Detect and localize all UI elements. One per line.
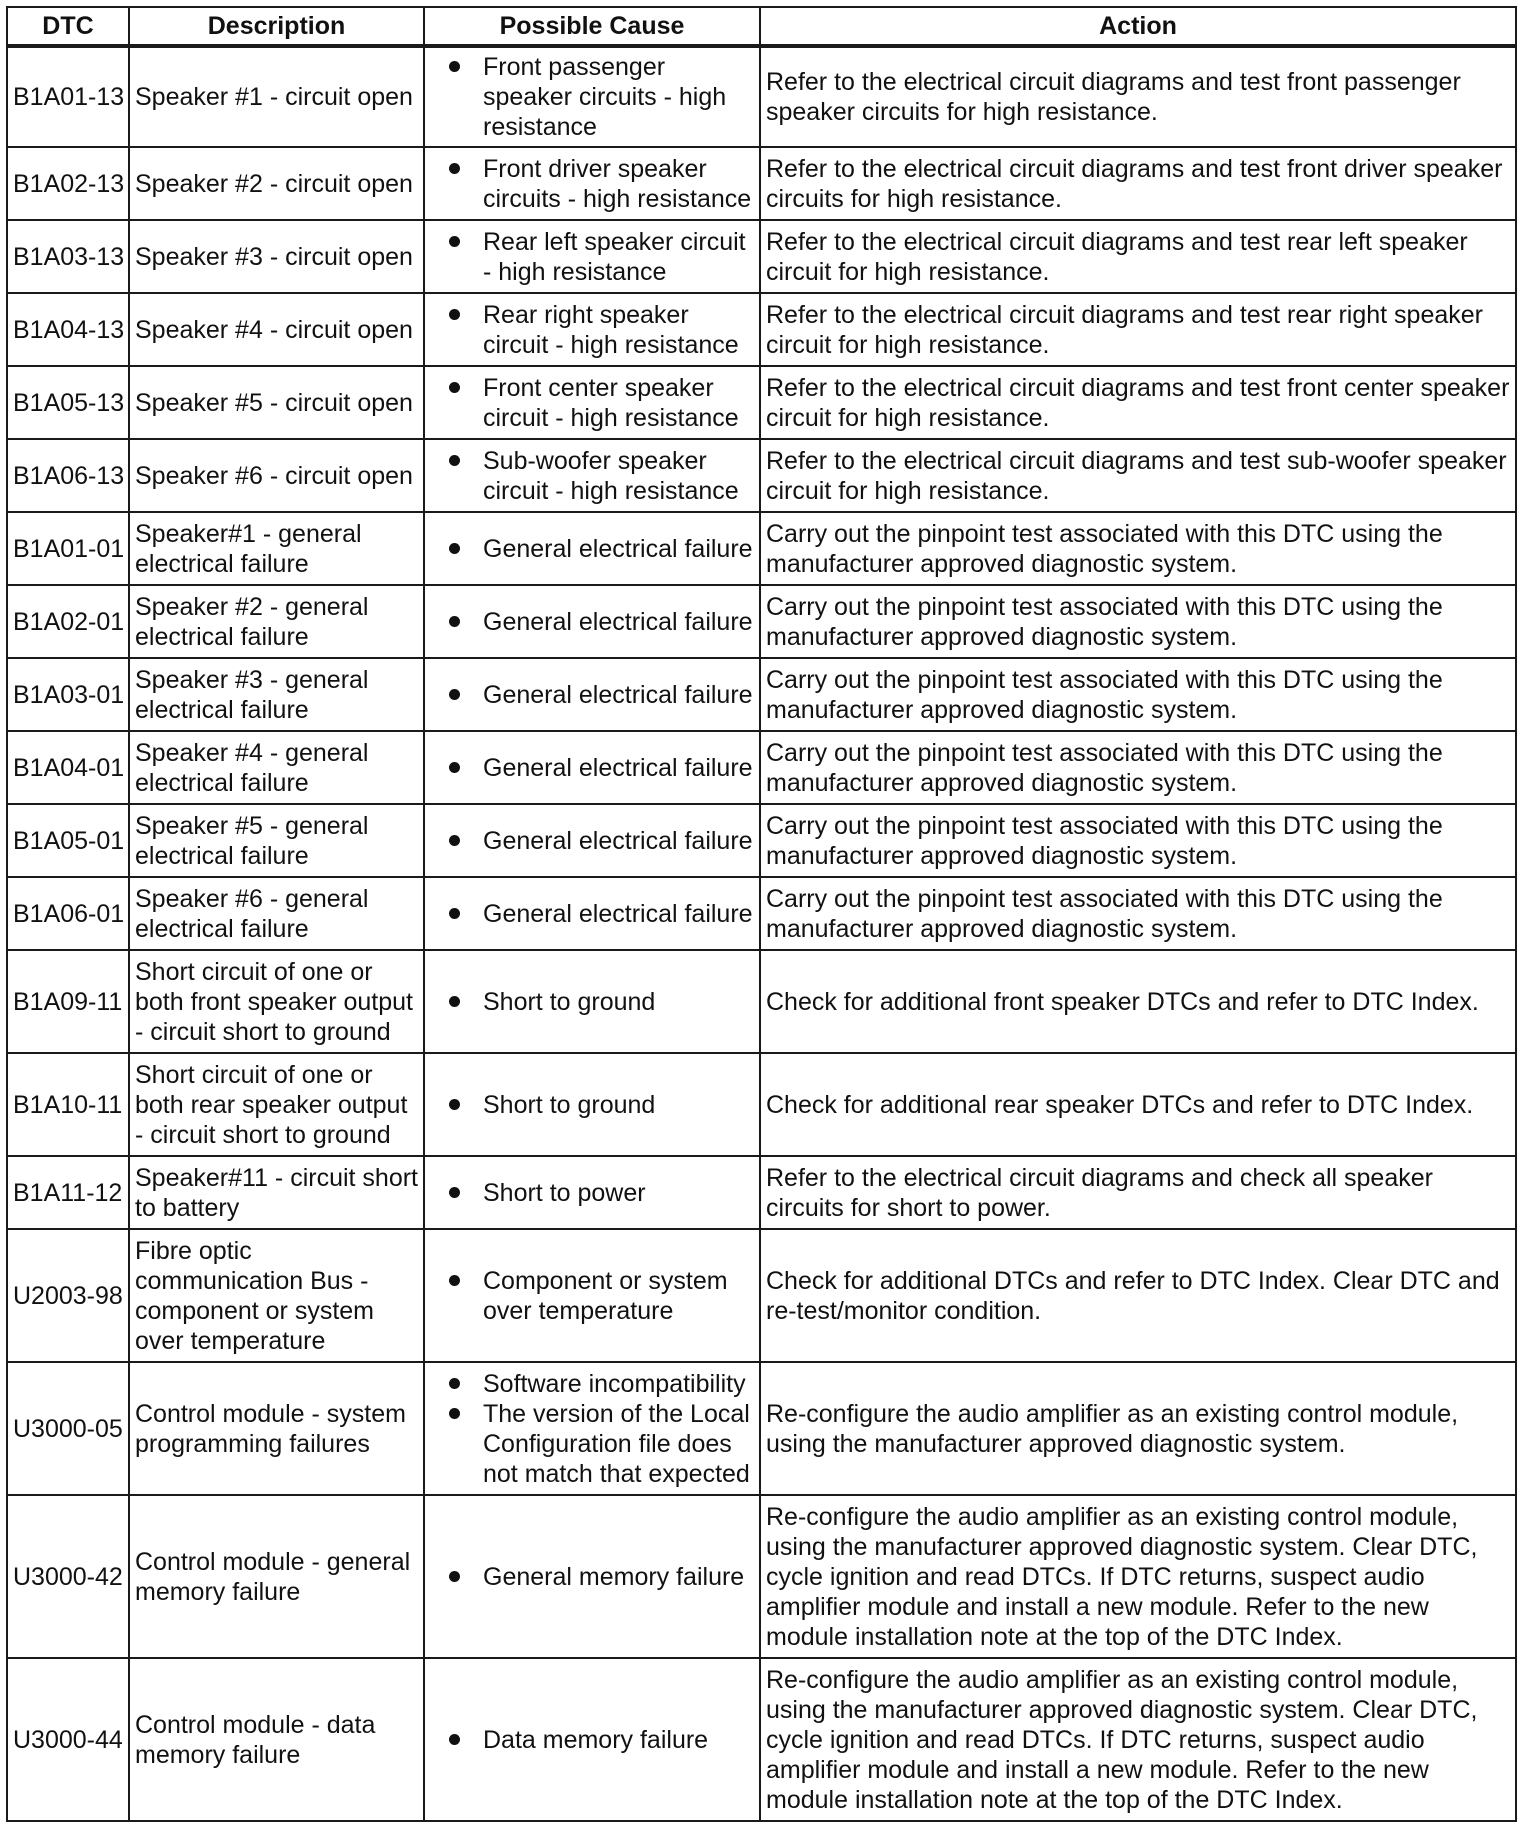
cause-item: Software incompatibility xyxy=(430,1369,754,1399)
cause-list xyxy=(430,753,754,783)
cause-list xyxy=(430,1178,754,1208)
possible-cause-cell xyxy=(424,804,760,877)
header-dtc: DTC xyxy=(7,7,129,46)
possible-cause-cell xyxy=(424,731,760,804)
table-row xyxy=(7,512,1516,585)
possible-cause-cell xyxy=(424,1053,760,1156)
cause-list xyxy=(430,987,754,1017)
description-cell: Fibre optic communication Bus - component or system over temperature xyxy=(129,1229,424,1362)
description-cell: Speaker #1 - circuit open xyxy=(129,46,424,147)
table-row xyxy=(7,1053,1516,1156)
table-row xyxy=(7,147,1516,220)
action-cell: Carry out the pinpoint test associated with this DTC using the manufacturer approved diagnostic system. xyxy=(760,877,1516,950)
dtc-code-cell: B1A03-01 xyxy=(7,658,129,731)
description-cell: Speaker #4 - general electrical failure xyxy=(129,731,424,804)
possible-cause-cell xyxy=(424,46,760,147)
table-row xyxy=(7,877,1516,950)
cause-item: Data memory failure xyxy=(430,1725,754,1755)
description-cell: Speaker #6 - general electrical failure xyxy=(129,877,424,950)
table-row xyxy=(7,1156,1516,1229)
dtc-code-cell: B1A05-01 xyxy=(7,804,129,877)
cause-list xyxy=(430,680,754,710)
table-body xyxy=(7,46,1516,1821)
description-cell: Speaker #2 - circuit open xyxy=(129,147,424,220)
description-cell: Speaker #3 - general electrical failure xyxy=(129,658,424,731)
cause-item: General electrical failure xyxy=(430,534,754,564)
cause-item: Component or system over temperature xyxy=(430,1266,754,1326)
cause-item: The version of the Local Configuration file does not match that expected xyxy=(430,1399,754,1489)
table-row xyxy=(7,46,1516,147)
action-cell: Re-configure the audio amplifier as an existing control module, using the manufacturer approved diagnostic system. Clear DTC, cycle ignition and read DTCs. If DTC returns, suspect audio amplifier module and install a new module. Refer to the new module installation note at the top of the DTC Index. xyxy=(760,1495,1516,1658)
possible-cause-cell xyxy=(424,877,760,950)
table-row xyxy=(7,1658,1516,1821)
description-cell: Control module - system programming failures xyxy=(129,1362,424,1495)
possible-cause-cell xyxy=(424,366,760,439)
description-cell: Speaker #4 - circuit open xyxy=(129,293,424,366)
cause-list xyxy=(430,373,754,433)
action-cell: Carry out the pinpoint test associated with this DTC using the manufacturer approved diagnostic system. xyxy=(760,731,1516,804)
possible-cause-cell xyxy=(424,147,760,220)
cause-item: General electrical failure xyxy=(430,680,754,710)
dtc-code-cell: B1A01-13 xyxy=(7,46,129,147)
action-cell: Carry out the pinpoint test associated with this DTC using the manufacturer approved diagnostic system. xyxy=(760,512,1516,585)
cause-list xyxy=(430,899,754,929)
table-row xyxy=(7,585,1516,658)
cause-list xyxy=(430,607,754,637)
cause-item: General electrical failure xyxy=(430,899,754,929)
cause-list xyxy=(430,227,754,287)
action-cell: Check for additional DTCs and refer to DTC Index. Clear DTC and re-test/monitor condition. xyxy=(760,1229,1516,1362)
possible-cause-cell xyxy=(424,1658,760,1821)
possible-cause-cell xyxy=(424,950,760,1053)
action-cell: Refer to the electrical circuit diagrams and test front center speaker circuit for high resistance. xyxy=(760,366,1516,439)
cause-item: Short to power xyxy=(430,1178,754,1208)
table-row xyxy=(7,293,1516,366)
cause-list xyxy=(430,826,754,856)
dtc-code-cell: U3000-44 xyxy=(7,1658,129,1821)
description-cell: Speaker#11 - circuit short to battery xyxy=(129,1156,424,1229)
possible-cause-cell xyxy=(424,293,760,366)
dtc-code-cell: B1A06-13 xyxy=(7,439,129,512)
description-cell: Speaker#1 - general electrical failure xyxy=(129,512,424,585)
table-row xyxy=(7,439,1516,512)
possible-cause-cell xyxy=(424,1156,760,1229)
action-cell: Refer to the electrical circuit diagrams and test rear left speaker circuit for high resistance. xyxy=(760,220,1516,293)
header-action: Action xyxy=(760,7,1516,46)
description-cell: Speaker #5 - circuit open xyxy=(129,366,424,439)
description-cell: Speaker #6 - circuit open xyxy=(129,439,424,512)
cause-list xyxy=(430,1266,754,1326)
dtc-code-cell: B1A02-13 xyxy=(7,147,129,220)
description-cell: Control module - general memory failure xyxy=(129,1495,424,1658)
header-description: Description xyxy=(129,7,424,46)
table-row xyxy=(7,804,1516,877)
table-row xyxy=(7,1229,1516,1362)
possible-cause-cell xyxy=(424,1495,760,1658)
cause-item: Front passenger speaker circuits - high resistance xyxy=(430,52,754,142)
cause-item: Front driver speaker circuits - high resistance xyxy=(430,154,754,214)
possible-cause-cell xyxy=(424,439,760,512)
possible-cause-cell xyxy=(424,1362,760,1495)
table-row xyxy=(7,366,1516,439)
table-row xyxy=(7,950,1516,1053)
table-header-row xyxy=(7,7,1516,46)
action-cell: Refer to the electrical circuit diagrams and test front driver speaker circuits for high resistance. xyxy=(760,147,1516,220)
action-cell: Check for additional rear speaker DTCs and refer to DTC Index. xyxy=(760,1053,1516,1156)
dtc-code-cell: B1A04-13 xyxy=(7,293,129,366)
cause-list xyxy=(430,52,754,142)
description-cell: Speaker #2 - general electrical failure xyxy=(129,585,424,658)
cause-list xyxy=(430,1725,754,1755)
action-cell: Refer to the electrical circuit diagrams and check all speaker circuits for short to power. xyxy=(760,1156,1516,1229)
cause-item: General electrical failure xyxy=(430,753,754,783)
action-cell: Carry out the pinpoint test associated with this DTC using the manufacturer approved diagnostic system. xyxy=(760,585,1516,658)
cause-item: Short to ground xyxy=(430,1090,754,1120)
cause-item: General electrical failure xyxy=(430,826,754,856)
cause-item: Front center speaker circuit - high resistance xyxy=(430,373,754,433)
possible-cause-cell xyxy=(424,220,760,293)
dtc-code-cell: B1A05-13 xyxy=(7,366,129,439)
cause-item: Rear right speaker circuit - high resistance xyxy=(430,300,754,360)
action-cell: Refer to the electrical circuit diagrams and test sub-woofer speaker circuit for high resistance. xyxy=(760,439,1516,512)
dtc-code-cell: U3000-05 xyxy=(7,1362,129,1495)
cause-list xyxy=(430,1369,754,1489)
cause-list xyxy=(430,1090,754,1120)
cause-item: General electrical failure xyxy=(430,607,754,637)
possible-cause-cell xyxy=(424,512,760,585)
dtc-table-container xyxy=(6,6,1517,1822)
dtc-code-cell: B1A04-01 xyxy=(7,731,129,804)
dtc-code-cell: B1A11-12 xyxy=(7,1156,129,1229)
description-cell: Short circuit of one or both rear speaker output - circuit short to ground xyxy=(129,1053,424,1156)
action-cell: Re-configure the audio amplifier as an existing control module, using the manufacturer approved diagnostic system. Clear DTC, cycle ignition and read DTCs. If DTC returns, suspect audio amplifier module and install a new module. Refer to the new module installation note at the top of the DTC Index. xyxy=(760,1658,1516,1821)
action-cell: Refer to the electrical circuit diagrams and test rear right speaker circuit for high resistance. xyxy=(760,293,1516,366)
action-cell: Refer to the electrical circuit diagrams and test front passenger speaker circuits for high resistance. xyxy=(760,46,1516,147)
description-cell: Short circuit of one or both front speaker output - circuit short to ground xyxy=(129,950,424,1053)
dtc-code-cell: U3000-42 xyxy=(7,1495,129,1658)
table-row xyxy=(7,1362,1516,1495)
cause-item: Rear left speaker circuit - high resistance xyxy=(430,227,754,287)
cause-list xyxy=(430,534,754,564)
description-cell: Speaker #5 - general electrical failure xyxy=(129,804,424,877)
dtc-code-cell: U2003-98 xyxy=(7,1229,129,1362)
table-row xyxy=(7,731,1516,804)
action-cell: Check for additional front speaker DTCs and refer to DTC Index. xyxy=(760,950,1516,1053)
cause-item: General memory failure xyxy=(430,1562,754,1592)
cause-list xyxy=(430,446,754,506)
cause-list xyxy=(430,300,754,360)
dtc-code-cell: B1A09-11 xyxy=(7,950,129,1053)
possible-cause-cell xyxy=(424,585,760,658)
cause-item: Sub-woofer speaker circuit - high resistance xyxy=(430,446,754,506)
action-cell: Re-configure the audio amplifier as an existing control module, using the manufacturer approved diagnostic system. xyxy=(760,1362,1516,1495)
possible-cause-cell xyxy=(424,1229,760,1362)
table-row xyxy=(7,1495,1516,1658)
dtc-code-cell: B1A03-13 xyxy=(7,220,129,293)
cause-list xyxy=(430,1562,754,1592)
possible-cause-cell xyxy=(424,658,760,731)
dtc-code-cell: B1A10-11 xyxy=(7,1053,129,1156)
description-cell: Control module - data memory failure xyxy=(129,1658,424,1821)
dtc-code-cell: B1A01-01 xyxy=(7,512,129,585)
dtc-table xyxy=(6,6,1517,1822)
header-possible-cause: Possible Cause xyxy=(424,7,760,46)
cause-item: Short to ground xyxy=(430,987,754,1017)
dtc-code-cell: B1A02-01 xyxy=(7,585,129,658)
description-cell: Speaker #3 - circuit open xyxy=(129,220,424,293)
action-cell: Carry out the pinpoint test associated with this DTC using the manufacturer approved diagnostic system. xyxy=(760,804,1516,877)
table-row xyxy=(7,658,1516,731)
table-row xyxy=(7,220,1516,293)
cause-list xyxy=(430,154,754,214)
dtc-code-cell: B1A06-01 xyxy=(7,877,129,950)
action-cell: Carry out the pinpoint test associated with this DTC using the manufacturer approved diagnostic system. xyxy=(760,658,1516,731)
